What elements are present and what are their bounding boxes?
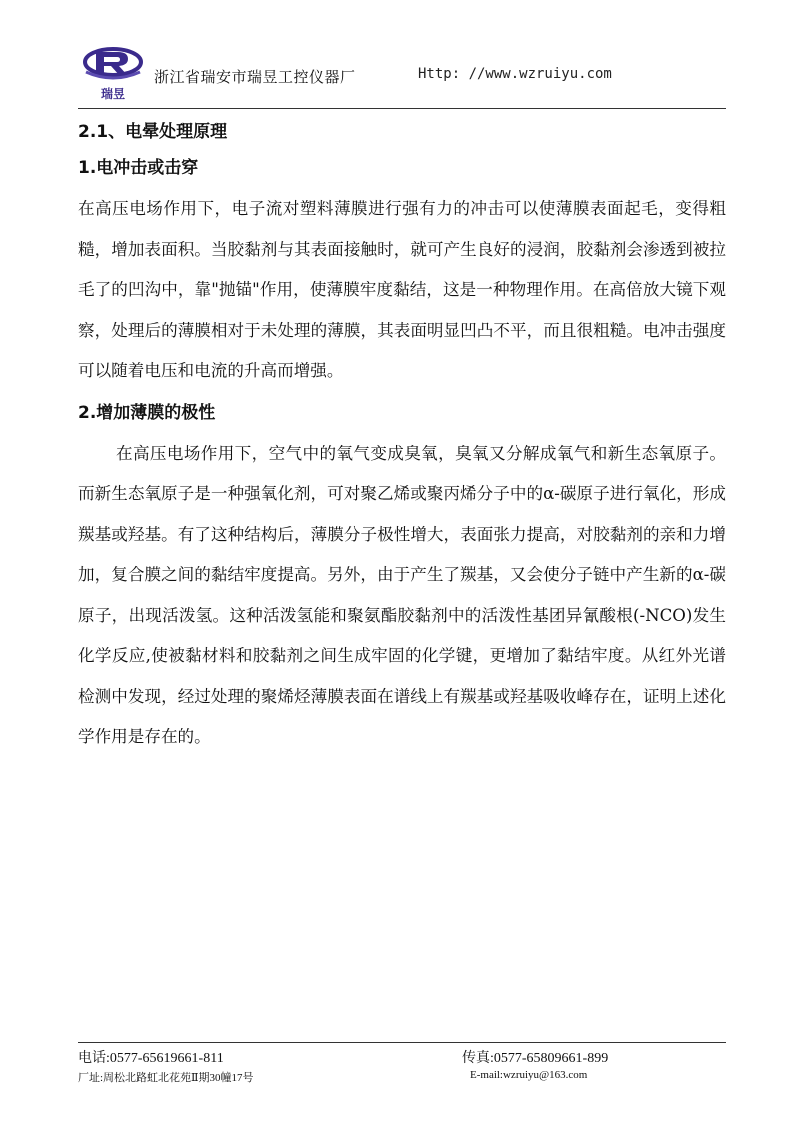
header-divider (78, 108, 726, 109)
footer-email[interactable]: E-mail:wzruiyu@163.com (470, 1069, 588, 1081)
website-link[interactable]: Http: //www.wzruiyu.com (418, 66, 612, 82)
subsection-heading-1: 1.电冲击或击穿 (78, 158, 199, 178)
document-body (78, 117, 726, 758)
footer-phone: 电话:0577-65619661-811 (78, 1051, 224, 1066)
page-header (78, 40, 726, 108)
footer-fax: 传真:0577-65809661-899 (462, 1051, 609, 1066)
footer-divider (78, 1042, 726, 1043)
paragraph-1: 在高压电场作用下，电子流对塑料薄膜进行强有力的冲击可以使薄膜表面起毛，变得粗糙，增加表面积。当胶黏剂与其表面接触时，就可产生良好的浸润，胶黏剂会渗透到被拉毛了的凹沟中，靠"抛锚"作用，使薄膜牢度黏结，这是一种物理作用。在高倍放大镜下观察，处理后的薄膜相对于未处理的薄膜，其表面明显凹凸不平，而且很粗糙。电冲击强度可以随着电压和电流的升高而增强。 (78, 199, 726, 380)
paragraph-2: 在高压电场作用下，空气中的氧气变成臭氧，臭氧又分解成氧气和新生态氧原子。而新生态氧原子是一种强氧化剂，可对聚乙烯或聚丙烯分子中的α-碳原子进行氧化，形成羰基或羟基。有了这种结构后，薄膜分子极性增大，表面张力提高，对胶黏剂的亲和力增加，复合膜之间的黏结牢度提高。另外，由于产生了羰基，又会使分子链中产生新的α-碳原子，出现活泼氢。这种活泼氢能和聚氨酯胶黏剂中的活泼性基团异氰酸根(-NCO)发生化学反应,使被黏材料和胶黏剂之间生成牢固的化学键，更增加了黏结牢度。从红外光谱检测中发现，经过处理的聚烯烃薄膜表面在谱线上有羰基或羟基吸收峰存在，证明上述化学作用是存在的。 (78, 443, 726, 746)
footer-address: 厂址:周松北路虹北花苑Ⅱ期30幢17号 (78, 1072, 254, 1084)
section-title: 2.1、电晕处理原理 (78, 122, 228, 142)
logo-text: 瑞昱 (100, 87, 126, 101)
company-logo (82, 40, 144, 102)
subsection-heading-2: 2.增加薄膜的极性 (78, 402, 216, 423)
company-name: 浙江省瑞安市瑞昱工控仪器厂 (154, 68, 356, 86)
